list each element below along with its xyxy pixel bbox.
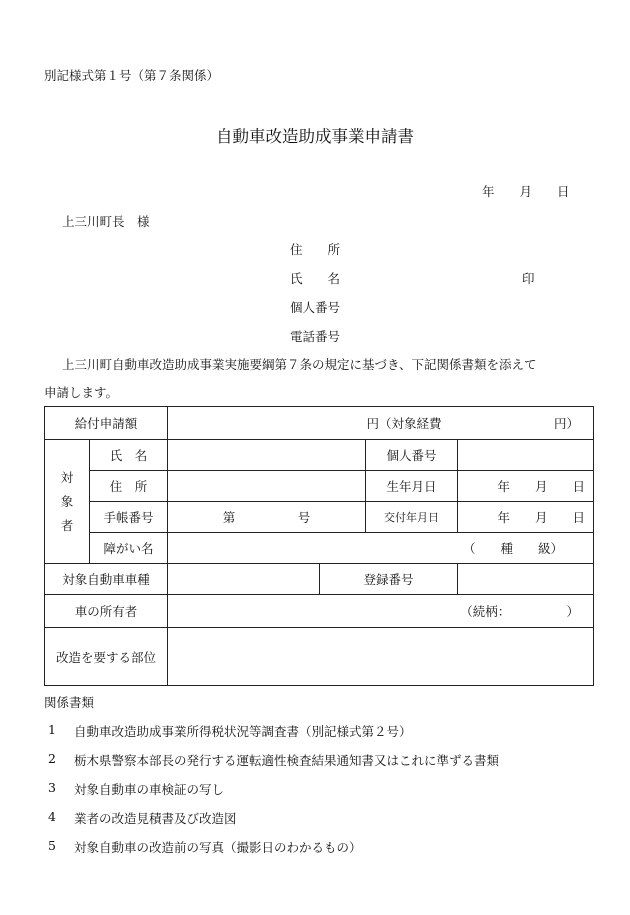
subject-address-field[interactable] <box>168 471 366 502</box>
document-item-number: 5 <box>48 838 56 853</box>
handbook-number-field[interactable]: 第 号 <box>168 502 366 533</box>
vehicle-owner-field[interactable]: （続柄： ） <box>168 595 594 628</box>
vehicle-owner-label: 車の所有者 <box>45 595 168 628</box>
body-text-line1: 上三川町自動車改造助成事業実施要綱第７条の規定に基づき、下記関係書類を添えて <box>62 357 537 372</box>
subject-person-label <box>45 440 90 564</box>
birth-date-field[interactable]: 年 月 日 <box>458 471 594 502</box>
registration-number-field[interactable] <box>458 564 594 595</box>
vehicle-type-field[interactable] <box>168 564 320 595</box>
subject-label-char: 者 <box>60 517 74 533</box>
body-text-line2: 申請します。 <box>44 385 119 400</box>
issue-date-field[interactable]: 年 月 日 <box>458 502 594 533</box>
modification-area-label: 改造を要する部位 <box>45 628 168 686</box>
document-title: 自動車改造助成事業申請書 <box>216 127 414 146</box>
applicant-phone-label: 電話番号 <box>290 329 341 344</box>
applicant-address-label: 住 所 <box>290 242 341 257</box>
handbook-number-label: 手帳番号 <box>90 502 168 533</box>
disability-name-label: 障がい名 <box>90 533 168 564</box>
disability-name-field[interactable]: （ 種 級） <box>168 533 594 564</box>
document-item-text: 栃木県警察本部長の発行する運転適性検査結果通知書又はこれに準ずる書類 <box>74 753 500 768</box>
subject-name-label: 氏 名 <box>90 440 168 471</box>
form-number: 別記様式第１号（第７条関係） <box>44 68 220 83</box>
document-item-number: 3 <box>48 780 56 795</box>
applicant-name-label: 氏 名 <box>290 271 341 286</box>
subject-label-char: 象 <box>60 493 74 509</box>
subject-label-char: 対 <box>60 469 74 485</box>
date-line: 年 月 日 <box>482 184 570 199</box>
related-documents-heading: 関係書類 <box>44 695 95 710</box>
grant-amount-field[interactable]: 円（対象経費 円） <box>168 407 594 440</box>
grant-amount-label: 給付申請額 <box>45 407 168 440</box>
application-table <box>44 406 594 686</box>
seal-mark: 印 <box>522 271 535 286</box>
subject-id-number-field[interactable] <box>458 440 594 471</box>
subject-address-label: 住 所 <box>90 471 168 502</box>
document-item-text: 対象自動車の車検証の写し <box>74 782 225 797</box>
document-item-text: 業者の改造見積書及び改造図 <box>74 811 237 826</box>
document-item-text: 自動車改造助成事業所得税状況等調査書（別記様式第２号） <box>74 724 412 739</box>
registration-number-label: 登録番号 <box>320 564 458 595</box>
document-item-text: 対象自動車の改造前の写真（撮影日のわかるもの） <box>74 840 362 855</box>
document-item-number: 2 <box>48 751 56 766</box>
modification-area-field[interactable] <box>168 628 594 686</box>
document-item-number: 4 <box>48 809 56 824</box>
addressee: 上三川町長 様 <box>62 214 150 229</box>
document-item-number: 1 <box>48 722 56 737</box>
issue-date-label: 交付年月日 <box>366 502 458 533</box>
subject-id-number-label: 個人番号 <box>366 440 458 471</box>
applicant-id-number-label: 個人番号 <box>290 300 341 315</box>
vehicle-type-label: 対象自動車車種 <box>45 564 168 595</box>
birth-date-label: 生年月日 <box>366 471 458 502</box>
subject-name-field[interactable] <box>168 440 366 471</box>
